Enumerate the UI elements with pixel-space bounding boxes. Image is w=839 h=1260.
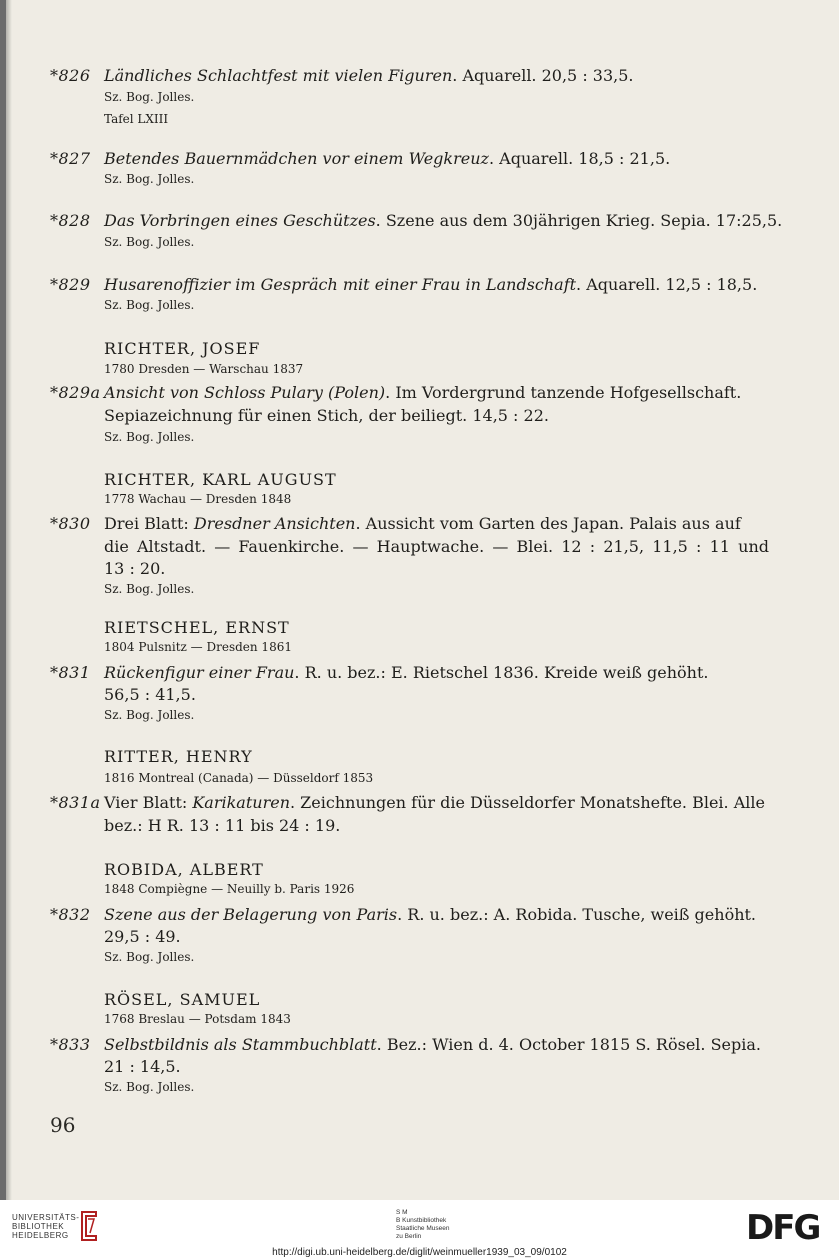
entry-number: *830 — [50, 514, 91, 533]
plate-reference: Tafel LXIII — [104, 112, 169, 126]
artist-name: ROBIDA, ALBERT — [104, 860, 264, 879]
artist-name: RÖSEL, SAMUEL — [104, 990, 261, 1009]
entry-line — [104, 514, 741, 533]
provenance: Sz. Bog. Jolles. — [104, 298, 195, 312]
artist-name: RICHTER, JOSEF — [104, 339, 261, 358]
entry-description: . Bez.: Wien d. 4. October 1815 S. Rösel. Sepia. — [376, 1035, 761, 1054]
entry-description: . Aquarell. 20,5 : 33,5. — [452, 66, 634, 85]
page-number: 96 — [50, 1113, 76, 1137]
entry-number: *831a — [50, 793, 101, 812]
entry-line-2: 21 : 14,5. — [104, 1057, 181, 1076]
entry-number: *833 — [50, 1035, 91, 1054]
entry-line-2: die Altstadt. — Fauenkirche. — Hauptwache. — Blei. 12 : 21,5, 11,5 : 11 und — [104, 537, 769, 556]
university-library-label — [12, 1213, 79, 1240]
provenance: Sz. Bog. Jolles. — [104, 708, 195, 722]
entry-description: . Aquarell. 12,5 : 18,5. — [576, 275, 758, 294]
entry-number: *829 — [50, 275, 91, 294]
entry-prefix: Drei Blatt: — [104, 514, 194, 533]
artist-name: RICHTER, KARL AUGUST — [104, 470, 337, 489]
artist-name: RIETSCHEL, ERNST — [104, 618, 290, 637]
entry-line — [104, 275, 757, 294]
artist-dates: 1804 Pulsnitz — Dresden 1861 — [104, 640, 292, 654]
provenance: Sz. Bog. Jolles. — [104, 235, 195, 249]
entry-title: Dresdner Ansichten — [193, 514, 356, 533]
entry-line — [104, 211, 782, 230]
artist-dates: 1768 Breslau — Potsdam 1843 — [104, 1012, 291, 1026]
entry-title: Karikaturen — [192, 793, 290, 812]
entry-line — [104, 793, 765, 812]
entry-description: . R. u. bez.: E. Rietschel 1836. Kreide weiß gehöht. — [294, 663, 709, 682]
smk-line: S M — [396, 1209, 408, 1216]
source-url-link[interactable]: http://digi.ub.uni-heidelberg.de/diglit/weinmueller1939_03_09/0102 — [272, 1247, 567, 1258]
entry-title: Ansicht von Schloss Pulary (Polen) — [104, 383, 386, 402]
entry-line — [104, 66, 634, 85]
entry-number: *828 — [50, 211, 91, 230]
university-logo-icon — [78, 1210, 100, 1242]
entry-title: Selbstbildnis als Stammbuchblatt — [104, 1035, 377, 1054]
provenance: Sz. Bog. Jolles. — [104, 950, 195, 964]
entry-line — [104, 905, 756, 924]
smk-line: Staatliche Museen — [396, 1225, 450, 1232]
entry-line-2: 56,5 : 41,5. — [104, 685, 196, 704]
provenance: Sz. Bog. Jolles. — [104, 172, 195, 186]
artist-dates: 1778 Wachau — Dresden 1848 — [104, 492, 292, 506]
entry-number: *829a — [50, 383, 101, 402]
artist-dates: 1848 Compiègne — Neuilly b. Paris 1926 — [104, 882, 355, 896]
provenance: Sz. Bog. Jolles. — [104, 90, 195, 104]
entry-line — [104, 383, 741, 402]
smk-line: B Kunstbibliothek — [396, 1217, 447, 1224]
artist-name: RITTER, HENRY — [104, 747, 253, 766]
entry-number: *827 — [50, 149, 91, 168]
entry-number: *832 — [50, 905, 91, 924]
provenance: Sz. Bog. Jolles. — [104, 430, 195, 444]
entry-title: Szene aus der Belagerung von Paris — [104, 905, 398, 924]
entry-description: . Im Vordergrund tanzende Hofgesellschaft. — [385, 383, 742, 402]
university-line: BIBLIOTHEK — [12, 1222, 65, 1231]
entry-line-3: 13 : 20. — [104, 559, 166, 578]
artist-dates: 1816 Montreal (Canada) — Düsseldorf 1853 — [104, 771, 374, 785]
smk-line: zu Berlin — [396, 1233, 422, 1240]
entry-line-2: 29,5 : 49. — [104, 927, 181, 946]
entry-description: . Aquarell. 18,5 : 21,5. — [488, 149, 671, 168]
entry-number: *831 — [50, 663, 91, 682]
entry-title: Betendes Bauernmädchen vor einem Wegkreuz — [104, 149, 489, 168]
entry-line — [104, 149, 670, 168]
university-line: UNIVERSITÄTS- — [12, 1213, 80, 1222]
entry-prefix: Vier Blatt: — [104, 793, 193, 812]
provenance: Sz. Bog. Jolles. — [104, 582, 195, 596]
entry-line — [104, 663, 708, 682]
entry-description: . Zeichnungen für die Düsseldorfer Monatshefte. Blei. Alle — [290, 793, 765, 812]
entry-line-2: Sepiazeichnung für einen Stich, der beiliegt. 14,5 : 22. — [104, 406, 549, 425]
entry-description: . Aussicht vom Garten des Japan. Palais aus auf — [355, 514, 741, 533]
entry-title: Das Vorbringen eines Geschützes — [104, 211, 376, 230]
university-line: HEIDELBERG — [12, 1231, 69, 1240]
entry-number: *826 — [50, 66, 91, 85]
smb-kunstbibliothek-label — [396, 1209, 449, 1241]
entry-title: Husarenoffizier im Gespräch mit einer Frau in Landschaft — [104, 275, 577, 294]
entry-line-2: bez.: H R. 13 : 11 bis 24 : 19. — [104, 816, 341, 835]
entry-title: Rückenfigur einer Frau — [104, 663, 295, 682]
entry-line — [104, 1035, 761, 1054]
artist-dates: 1780 Dresden — Warschau 1837 — [104, 362, 304, 376]
entry-description: . Szene aus dem 30jährigen Krieg. Sepia. 17:25,5. — [375, 211, 783, 230]
provenance: Sz. Bog. Jolles. — [104, 1080, 195, 1094]
entry-title: Ländliches Schlachtfest mit vielen Figuren — [104, 66, 453, 85]
dfg-logo: DFG — [746, 1208, 820, 1248]
entry-description: . R. u. bez.: A. Robida. Tusche, weiß gehöht. — [397, 905, 757, 924]
document-page — [6, 0, 839, 1200]
